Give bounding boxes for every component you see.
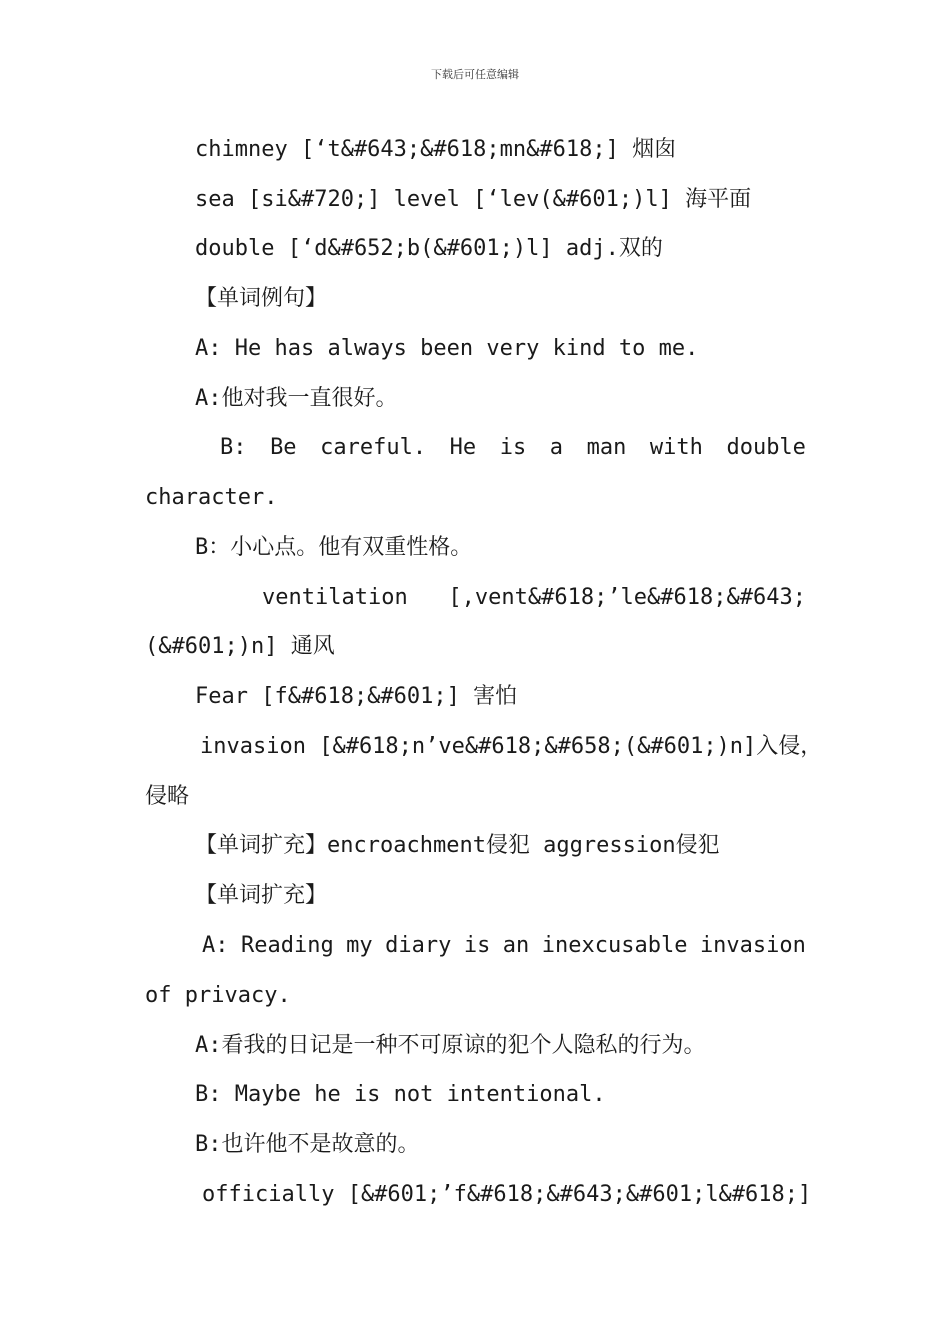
- section-heading-expansion-1: 【单词扩充】encroachment侵犯 aggression侵犯: [195, 833, 720, 858]
- word: B:: [220, 435, 247, 460]
- example-a-chinese: A:他对我一直很好。: [195, 386, 398, 411]
- word: invasion: [699, 933, 806, 958]
- vocab-ventilation-line2: (&#601;)n] 通风: [145, 634, 335, 659]
- word: Reading: [240, 933, 334, 958]
- word: ventilation: [262, 585, 408, 610]
- vocab-invasion-line1: invasion [&#618;n’ve&#618;&#658;(&#601;)n]入侵，: [200, 734, 823, 759]
- section-heading-expansion-2: 【单词扩充】: [195, 883, 328, 908]
- vocab-fear: Fear [f&#618;&#601;] 害怕: [195, 684, 518, 709]
- example-b-chinese: B：小心点。他有双重性格。: [195, 535, 473, 560]
- word: is: [499, 435, 527, 460]
- word: man: [586, 435, 627, 460]
- vocab-chimney: chimney [‘t&#643;&#618;mn&#618;] 烟囱: [195, 137, 677, 162]
- word: is: [463, 933, 491, 958]
- example-a2-english-line1: [202, 931, 806, 961]
- vocab-ventilation-line1: [262, 583, 806, 613]
- example-b-english-line2: character.: [145, 485, 278, 510]
- word: diary: [385, 933, 452, 958]
- word: double: [726, 435, 806, 460]
- word: Be: [270, 435, 297, 460]
- vocab-invasion-line2: 侵略: [145, 784, 190, 809]
- example-b2-chinese: B:也许他不是故意的。: [195, 1132, 420, 1157]
- section-heading-examples: 【单词例句】: [195, 286, 328, 311]
- example-b2-english: B: Maybe he is not intentional.: [195, 1082, 606, 1107]
- word: [,vent&#618;’le&#618;&#643;: [448, 585, 806, 610]
- word: with: [649, 435, 703, 460]
- word: He: [449, 435, 477, 460]
- word: careful.: [320, 435, 427, 460]
- example-a2-chinese: A:看我的日记是一种不可原谅的犯个人隐私的行为。: [195, 1033, 706, 1058]
- word: inexcusable: [541, 933, 688, 958]
- vocab-double: double [‘d&#652;b(&#601;)l] adj.双的: [195, 236, 663, 261]
- vocab-sea-level: sea [si&#720;] level [‘lev(&#601;)l] 海平面: [195, 187, 752, 212]
- word: an: [502, 933, 530, 958]
- example-b-english-line1: [220, 433, 806, 463]
- page-header: 下载后可任意编辑: [431, 68, 519, 81]
- example-a2-english-line2: of privacy.: [145, 983, 291, 1008]
- word: my: [346, 933, 373, 958]
- word: A:: [202, 933, 229, 958]
- word: a: [549, 435, 564, 460]
- example-a-english: A: He has always been very kind to me.: [195, 336, 699, 361]
- vocab-officially: officially [&#601;’f&#618;&#643;&#601;l&#618;]: [202, 1182, 812, 1207]
